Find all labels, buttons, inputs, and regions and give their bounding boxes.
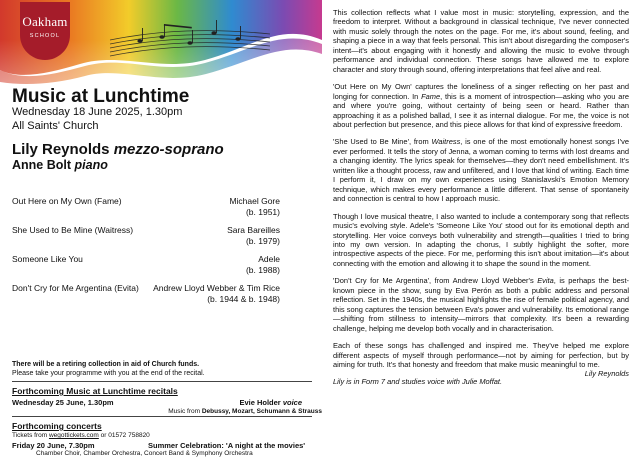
programme-item-title: She Used to Be Mine (Waitress) bbox=[12, 225, 134, 235]
performer-line bbox=[12, 141, 224, 158]
pianist-line bbox=[12, 158, 108, 172]
composer-dates: (b. 1951) bbox=[245, 207, 280, 217]
collection-note: There will be a retiring collection in aid of Church funds. bbox=[12, 361, 200, 368]
divider bbox=[12, 381, 312, 382]
programme-item-composer bbox=[246, 254, 280, 276]
forthcoming-recital-performer bbox=[239, 398, 302, 407]
programme-notes bbox=[333, 8, 629, 395]
rainbow-banner bbox=[0, 0, 322, 86]
programme-item-composer bbox=[229, 196, 280, 218]
notes-paragraph: 'She Used to Be Mine', from Waitress, is one of the most emotionally honest songs I've ever performed. It tells the story of Jenna, a woman coming to terms with lost dreams and a changing identity. The lyrics speak for themselves—they don't need embellishment. It's written like a thought process, raw and unfiltered, and I love that kind of writing. Each time I perform it, I draw on my own experiences using Stanislavski's Emotion Memory technique, which makes every performance a little different. That sense of spontaneity and connection is central to how I approach music. bbox=[333, 137, 629, 204]
programme-note: Please take your programme with you at the end of the recital. bbox=[12, 370, 205, 377]
notes-paragraph: Though I love musical theatre, I also wanted to include a contemporary song that reflects music's evolving style. Adele's 'Someone Like You' stood out for its emotional depth and storytelling. Her voice conveys both vulnerability and strength—qualities I tried to bring into my own version. In adapting the chorus, I subtly highlight the softer, more introspective aspects of the piece. For me, performing this isn't about imitation—it's about connecting with the emotion and allowing it to shape the sound in the moment. bbox=[333, 211, 629, 268]
concert-event-date: Friday 20 June, 7.30pm bbox=[12, 441, 95, 450]
composer-name: Michael Gore bbox=[229, 196, 280, 206]
concert-event-groups: Chamber Choir, Chamber Orchestra, Concert Band & Symphony Orchestra bbox=[36, 450, 253, 457]
performer-name: Lily Reynolds bbox=[12, 141, 110, 158]
tickets-suffix: or 01572 758820 bbox=[100, 432, 150, 439]
forthcoming-recital-date: Wednesday 25 June, 1.30pm bbox=[12, 398, 114, 407]
composer-dates: (b. 1988) bbox=[245, 265, 280, 275]
programme-item-title: Out Here on My Own (Fame) bbox=[12, 196, 122, 206]
forthcoming-performer-voice: voice bbox=[282, 398, 302, 407]
composer-name: Andrew Lloyd Webber & Tim Rice bbox=[153, 283, 280, 293]
forthcoming-recitals-heading: Forthcoming Music at Lunchtime recitals bbox=[12, 386, 178, 396]
forthcoming-performer-name: Evie Holder bbox=[239, 398, 281, 407]
notes-paragraph: Each of these songs has challenged and inspired me. They've helped me explore different aspects of myself through performance—not by aiming for perfection, but by aiming for truth. It's that honesty and freedom that make music meaningful to me. Lily Reynolds bbox=[333, 341, 629, 379]
notes-paragraph: This collection reflects what I value most in music: storytelling, expression, and the freedom to interpret. Without a background in classical technique, I've never connected with music solely through the notes on the page. For me, it's about sound, feeling, and shaping a piece in a way that feels personal. This isn't about disregarding the composer's intent—it's about engaging with it honestly and allowing the music to evolve through performance and individual connection. These songs have allowed me to explore character and story through sound, offering interpretations that feel alive and real. bbox=[333, 8, 629, 74]
concert-date: Wednesday 18 June 2025, 1.30pm bbox=[12, 106, 183, 118]
notes-paragraph: 'Don't Cry for Me Argentina', from Andrew Lloyd Webber's Evita, is perhaps the best-known piece in the show, sung by Eva Perón as both a public address and personal reflection. Set in the 1940s, the musical highlights the rise of female political agency, and this song captures the tension between Eva's power and vulnerability. Its emotional range—shifting from stillness to intensity—mirrors that complexity. It's been a rewarding challenge, helping me develop both vocally and in characterisation. bbox=[333, 276, 629, 333]
composer-name: Sara Bareilles bbox=[227, 225, 280, 235]
divider bbox=[12, 416, 312, 417]
performer-bio: Lily is in Form 7 and studies voice with Julie Moffat. bbox=[333, 377, 503, 387]
tickets-info bbox=[12, 432, 150, 439]
oakham-school-logo bbox=[20, 2, 70, 60]
composer-dates: (b. 1979) bbox=[245, 236, 280, 246]
programme-item-composer bbox=[227, 225, 280, 247]
page-title: Music at Lunchtime bbox=[12, 86, 190, 107]
programme-item-composer bbox=[153, 283, 280, 305]
pianist-name: Anne Bolt bbox=[12, 158, 72, 172]
signature: Lily Reynolds bbox=[584, 369, 629, 379]
programme-item-title: Someone Like You bbox=[12, 254, 83, 264]
notes-paragraph: 'Out Here on My Own' captures the loneliness of a singer reflecting on her past and longing for connection. In Fame, this is a moment of introspection—asking who you are and where you're going, without certainty of being seen or heard. Rather than approaching it as a polished ballad, I see it as internal dialogue. For me, the voice is not about perfection but presence, and this piece allows for that kind of expressive freedom. bbox=[333, 82, 629, 129]
retiring-collection-note bbox=[12, 360, 205, 378]
performer-voice: mezzo-soprano bbox=[113, 141, 224, 158]
logo-name: Oakham bbox=[22, 14, 68, 29]
forthcoming-concerts-heading: Forthcoming concerts bbox=[12, 421, 102, 431]
concert-event-title: Summer Celebration: 'A night at the movies' bbox=[148, 441, 306, 450]
composer-dates: (b. 1944 & b. 1948) bbox=[207, 294, 280, 304]
forthcoming-recital-music bbox=[168, 408, 322, 415]
tickets-link[interactable]: wegottickets.com bbox=[48, 432, 99, 439]
concert-venue: All Saints' Church bbox=[12, 120, 99, 132]
programme-item-title: Don't Cry for Me Argentina (Evita) bbox=[12, 283, 139, 293]
logo-sub: SCHOOL bbox=[29, 33, 61, 39]
composer-name: Adele bbox=[258, 254, 280, 264]
music-composers: Debussy, Mozart, Schumann & Strauss bbox=[201, 408, 322, 415]
pianist-instrument: piano bbox=[74, 158, 108, 172]
tickets-prefix: Tickets from bbox=[12, 432, 48, 439]
music-prefix: Music from bbox=[168, 408, 201, 415]
